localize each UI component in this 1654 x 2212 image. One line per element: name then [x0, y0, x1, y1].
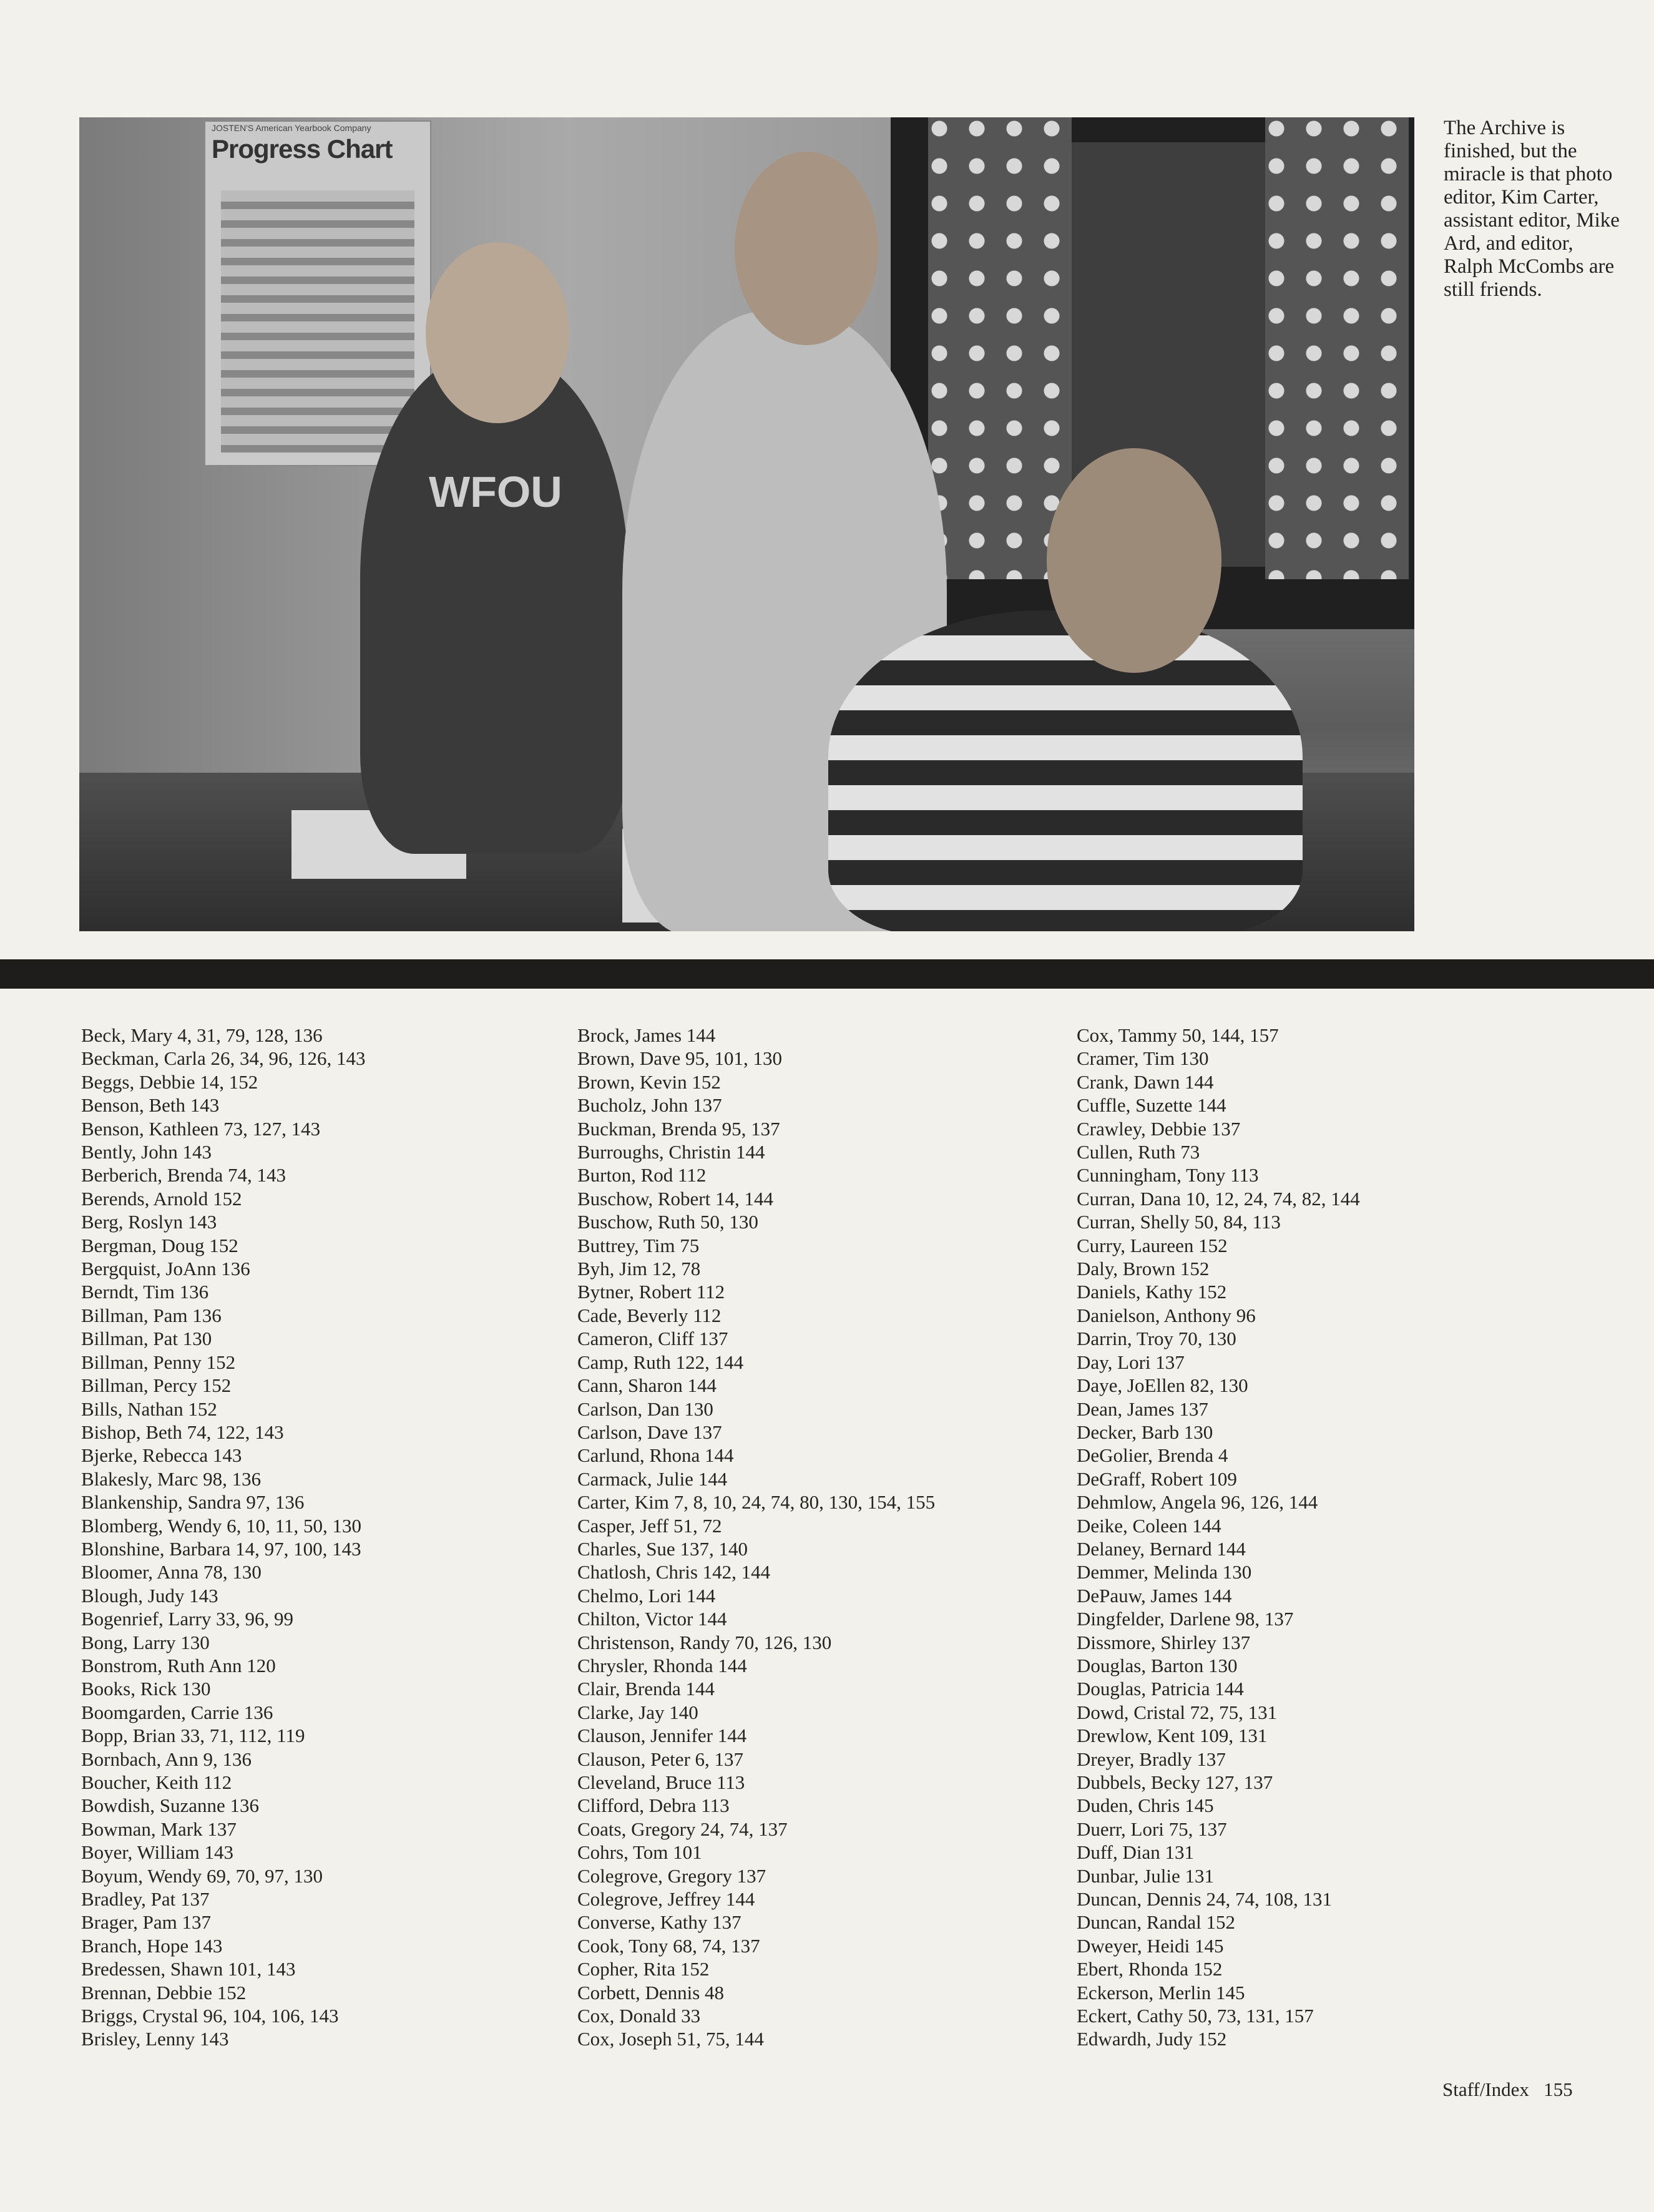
index-entry: Byh, Jim 12, 78	[577, 1258, 701, 1280]
poster-title: Progress Chart	[212, 134, 393, 164]
index-entry: Boyum, Wendy 69, 70, 97, 130	[81, 1864, 323, 1887]
index-entry: Brisley, Lenny 143	[81, 2028, 229, 2050]
index-entry: Daniels, Kathy 152	[1077, 1281, 1227, 1303]
index-entry: Buttrey, Tim 75	[577, 1234, 700, 1256]
index-entry: Demmer, Melinda 130	[1077, 1561, 1252, 1583]
person-mike-ard-head	[735, 152, 878, 345]
poster-brand: JOSTEN'S American Yearbook Company	[212, 123, 371, 133]
index-entry: Bishop, Beth 74, 122, 143	[81, 1421, 284, 1443]
index-entry: Bredessen, Shawn 101, 143	[81, 1958, 296, 1980]
index-entry: Dubbels, Becky 127, 137	[1077, 1771, 1273, 1793]
index-entry: Billman, Penny 152	[81, 1351, 236, 1373]
footer-section: Staff/Index	[1442, 2078, 1529, 2100]
index-entry: Crank, Dawn 144	[1077, 1070, 1214, 1093]
index-entry: Bopp, Brian 33, 71, 112, 119	[81, 1725, 305, 1747]
page-footer	[1442, 2078, 1573, 2101]
index-entry: Drewlow, Kent 109, 131	[1077, 1725, 1268, 1747]
index-entry: Casper, Jeff 51, 72	[577, 1514, 722, 1537]
index-entry: DeGolier, Brenda 4	[1077, 1444, 1228, 1467]
index-entry: Chelmo, Lori 144	[577, 1584, 716, 1607]
index-entry: Brager, Pam 137	[81, 1911, 211, 1934]
curtain-right	[1265, 117, 1409, 579]
index-entry: Duff, Dian 131	[1077, 1841, 1194, 1864]
index-entry: Berends, Arnold 152	[81, 1187, 242, 1210]
index-entry: Blough, Judy 143	[81, 1584, 218, 1607]
staff-photo	[79, 117, 1414, 931]
index-entry: Bently, John 143	[81, 1141, 212, 1163]
index-entry: Chrysler, Rhonda 144	[577, 1654, 747, 1676]
index-entry: Douglas, Patricia 144	[1077, 1678, 1244, 1700]
index-entry: Decker, Barb 130	[1077, 1421, 1213, 1443]
index-entry: Bowdish, Suzanne 136	[81, 1794, 260, 1817]
index-entry: Ebert, Rhonda 152	[1077, 1958, 1223, 1980]
index-entry: Buschow, Robert 14, 144	[577, 1187, 773, 1210]
index-entry: Blomberg, Wendy 6, 10, 11, 50, 130	[81, 1514, 362, 1537]
index-entry: Carlund, Rhona 144	[577, 1444, 734, 1467]
index-entry: Charles, Sue 137, 140	[577, 1537, 748, 1560]
index-entry: Cullen, Ruth 73	[1077, 1141, 1200, 1163]
index-entry: Clair, Brenda 144	[577, 1678, 715, 1700]
index-entry: Bills, Nathan 152	[81, 1397, 217, 1420]
index-entry: Berndt, Tim 136	[81, 1281, 209, 1303]
index-entry: Darrin, Troy 70, 130	[1077, 1328, 1236, 1350]
index-entry: Edwardh, Judy 152	[1077, 2028, 1227, 2050]
index-entry: Branch, Hope 143	[81, 1934, 223, 1957]
index-entry: Cunningham, Tony 113	[1077, 1164, 1259, 1187]
index-entry: Danielson, Anthony 96	[1077, 1304, 1256, 1326]
index-entry: Douglas, Barton 130	[1077, 1654, 1238, 1676]
index-entry: Dehmlow, Angela 96, 126, 144	[1077, 1491, 1318, 1514]
index-entry: Copher, Rita 152	[577, 1958, 710, 1980]
index-entry: Cox, Donald 33	[577, 2005, 701, 2027]
index-entry: Burton, Rod 112	[577, 1164, 707, 1187]
person-kim-carter	[360, 355, 629, 854]
shirt-text: WFOU	[429, 467, 562, 516]
index-entry: Berg, Roslyn 143	[81, 1211, 217, 1233]
person-ralph-mccombs-head	[1047, 448, 1221, 673]
index-entry: DePauw, James 144	[1077, 1584, 1232, 1607]
index-entry: Books, Rick 130	[81, 1678, 211, 1700]
index-entry: Dunbar, Julie 131	[1077, 1864, 1215, 1887]
index-entry: DeGraff, Robert 109	[1077, 1467, 1237, 1490]
index-entry: Carmack, Julie 144	[577, 1467, 728, 1490]
index-entry: Clauson, Jennifer 144	[577, 1725, 747, 1747]
index-entry: Billman, Percy 152	[81, 1374, 232, 1397]
index-entry: Chilton, Victor 144	[577, 1608, 727, 1630]
index-entry: Buckman, Brenda 95, 137	[577, 1117, 780, 1140]
index-entry: Clifford, Debra 113	[577, 1794, 730, 1817]
index-entry: Duerr, Lori 75, 137	[1077, 1818, 1227, 1840]
index-entry: Berberich, Brenda 74, 143	[81, 1164, 286, 1187]
index-entry: Dreyer, Bradly 137	[1077, 1748, 1226, 1770]
index-entry: Beckman, Carla 26, 34, 96, 126, 143	[81, 1047, 366, 1070]
index-column-2	[577, 1024, 935, 2051]
index-entry: Crawley, Debbie 137	[1077, 1117, 1241, 1140]
index-entry: Cook, Tony 68, 74, 137	[577, 1934, 760, 1957]
index-entry: Bloomer, Anna 78, 130	[81, 1561, 262, 1583]
index-entry: Dweyer, Heidi 145	[1077, 1934, 1224, 1957]
index-entry: Billman, Pat 130	[81, 1328, 212, 1350]
index-entry: Carlson, Dave 137	[577, 1421, 722, 1443]
index-entry: Bowman, Mark 137	[81, 1818, 237, 1840]
index-entry: Day, Lori 137	[1077, 1351, 1185, 1373]
index-entry: Duden, Chris 145	[1077, 1794, 1214, 1817]
index-entry: Bradley, Pat 137	[81, 1888, 210, 1911]
index-entry: Cleveland, Bruce 113	[577, 1771, 745, 1793]
index-entry: Cuffle, Suzette 144	[1077, 1094, 1226, 1117]
index-entry: Converse, Kathy 137	[577, 1911, 741, 1934]
index-entry: Corbett, Dennis 48	[577, 1981, 725, 2004]
index-entry: Coats, Gregory 24, 74, 137	[577, 1818, 788, 1840]
index-entry: Brown, Dave 95, 101, 130	[577, 1047, 783, 1070]
index-entry: Burroughs, Christin 144	[577, 1141, 765, 1163]
index-column-1	[81, 1024, 365, 2051]
person-kim-carter-head	[426, 242, 569, 423]
footer-page-number: 155	[1544, 2078, 1573, 2100]
index-entry: Bong, Larry 130	[81, 1631, 210, 1653]
index-entry: Dissmore, Shirley 137	[1077, 1631, 1251, 1653]
curtain-left	[928, 117, 1072, 579]
index-entry: Cox, Tammy 50, 144, 157	[1077, 1024, 1279, 1046]
person-ralph-mccombs	[828, 610, 1303, 931]
index-entry: Deike, Coleen 144	[1077, 1514, 1221, 1537]
index-entry: Dingfelder, Darlene 98, 137	[1077, 1608, 1294, 1630]
index-entry: Curran, Dana 10, 12, 24, 74, 82, 144	[1077, 1187, 1360, 1210]
index-entry: Beck, Mary 4, 31, 79, 128, 136	[81, 1024, 323, 1046]
index-entry: Bjerke, Rebecca 143	[81, 1444, 242, 1467]
index-entry: Bonstrom, Ruth Ann 120	[81, 1654, 276, 1676]
index-entry: Bergquist, JoAnn 136	[81, 1258, 250, 1280]
poster-grid	[221, 190, 414, 453]
index-entry: Chatlosh, Chris 142, 144	[577, 1561, 771, 1583]
index-entry: Bornbach, Ann 9, 136	[81, 1748, 252, 1770]
index-entry: Blankenship, Sandra 97, 136	[81, 1491, 305, 1514]
progress-chart-poster	[204, 120, 431, 466]
index-entry: Cox, Joseph 51, 75, 144	[577, 2028, 764, 2050]
index-entry: Colegrove, Gregory 137	[577, 1864, 766, 1887]
index-entry: Blakesly, Marc 98, 136	[81, 1467, 262, 1490]
index-entry: Camp, Ruth 122, 144	[577, 1351, 744, 1373]
index-entry: Colegrove, Jeffrey 144	[577, 1888, 755, 1911]
index-entry: Cohrs, Tom 101	[577, 1841, 702, 1864]
index-entry: Duncan, Dennis 24, 74, 108, 131	[1077, 1888, 1332, 1911]
index-entry: Carter, Kim 7, 8, 10, 24, 74, 80, 130, 154, 155	[577, 1491, 936, 1514]
index-entry: Bogenrief, Larry 33, 96, 99	[81, 1608, 294, 1630]
index-entry: Billman, Pam 136	[81, 1304, 222, 1326]
index-entry: Curry, Laureen 152	[1077, 1234, 1228, 1256]
index-entry: Delaney, Bernard 144	[1077, 1537, 1246, 1560]
index-entry: Carlson, Dan 130	[577, 1397, 713, 1420]
index-entry: Brock, James 144	[577, 1024, 716, 1046]
index-entry: Bytner, Robert 112	[577, 1281, 725, 1303]
index-entry: Christenson, Randy 70, 126, 130	[577, 1631, 832, 1653]
index-entry: Eckert, Cathy 50, 73, 131, 157	[1077, 2005, 1314, 2027]
index-entry: Boomgarden, Carrie 136	[81, 1701, 273, 1723]
index-entry: Curran, Shelly 50, 84, 113	[1077, 1211, 1281, 1233]
index-entry: Daye, JoEllen 82, 130	[1077, 1374, 1248, 1397]
index-entry: Cramer, Tim 130	[1077, 1047, 1209, 1070]
index-column-3	[1077, 1024, 1360, 2051]
index-entry: Cade, Beverly 112	[577, 1304, 722, 1326]
index-entry: Beggs, Debbie 14, 152	[81, 1070, 258, 1093]
photo-caption: The Archive is finished, but the miracle is that photo editor, Kim Carter, assistant editor, Mike Ard, and editor, Ralph McCombs are still friends.	[1444, 117, 1620, 301]
index-entry: Briggs, Crystal 96, 104, 106, 143	[81, 2005, 339, 2027]
index-entry: Blonshine, Barbara 14, 97, 100, 143	[81, 1537, 361, 1560]
index-entry: Daly, Brown 152	[1077, 1258, 1210, 1280]
index-entry: Dean, James 137	[1077, 1397, 1208, 1420]
black-divider-band	[0, 959, 1654, 989]
index-entry: Brennan, Debbie 152	[81, 1981, 247, 2004]
index-entry: Boyer, William 143	[81, 1841, 234, 1864]
index-entry: Clauson, Peter 6, 137	[577, 1748, 744, 1770]
index-entry: Bergman, Doug 152	[81, 1234, 238, 1256]
index-entry: Brown, Kevin 152	[577, 1070, 721, 1093]
index-entry: Dowd, Cristal 72, 75, 131	[1077, 1701, 1278, 1723]
index-entry: Cann, Sharon 144	[577, 1374, 717, 1397]
index-entry: Clarke, Jay 140	[577, 1701, 698, 1723]
index-entry: Bucholz, John 137	[577, 1094, 722, 1117]
index-entry: Benson, Kathleen 73, 127, 143	[81, 1117, 321, 1140]
index-entry: Duncan, Randal 152	[1077, 1911, 1235, 1934]
index-entry: Benson, Beth 143	[81, 1094, 220, 1117]
index-entry: Boucher, Keith 112	[81, 1771, 232, 1793]
index-entry: Buschow, Ruth 50, 130	[577, 1211, 758, 1233]
index-entry: Eckerson, Merlin 145	[1077, 1981, 1245, 2004]
index-entry: Cameron, Cliff 137	[577, 1328, 728, 1350]
